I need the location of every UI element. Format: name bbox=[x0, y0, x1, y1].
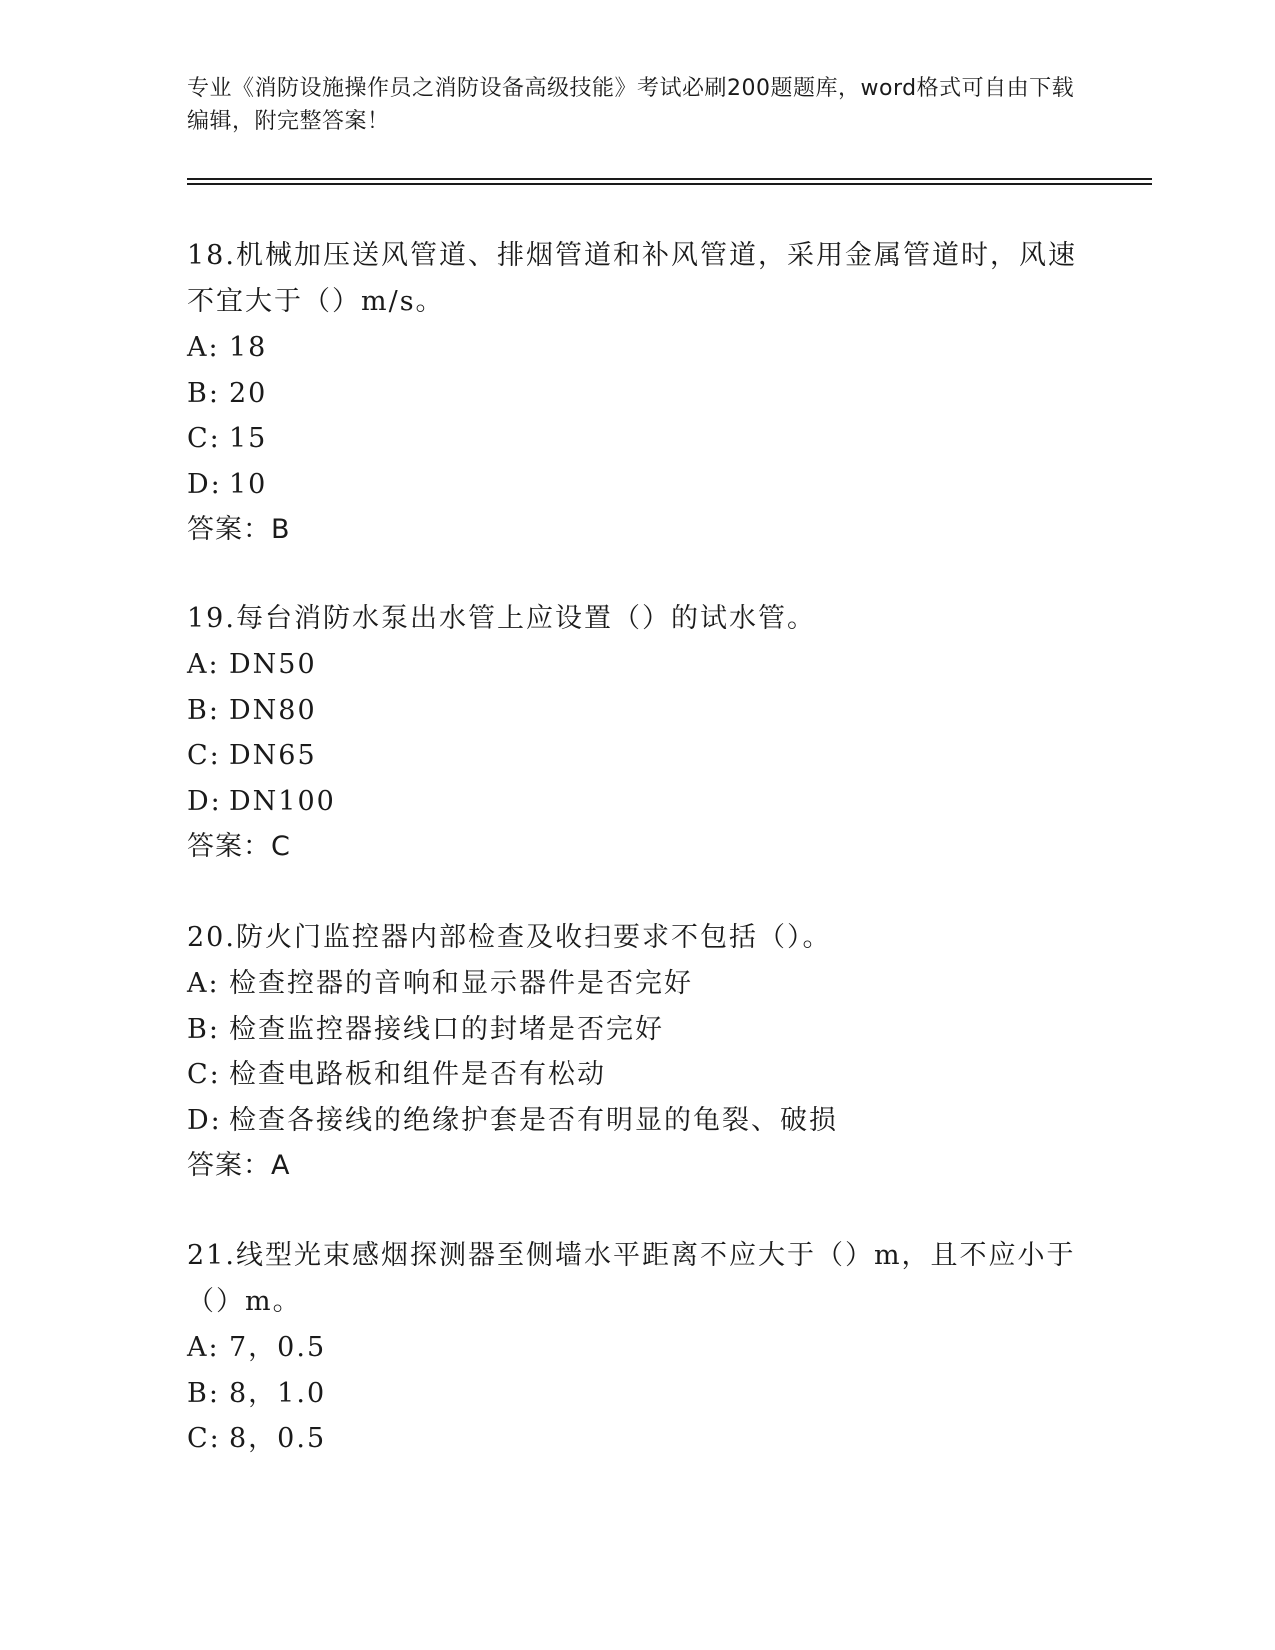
option-b bbox=[187, 371, 1087, 417]
option-c bbox=[187, 416, 1087, 462]
option-letter: C: bbox=[187, 1423, 221, 1454]
option-letter: A: bbox=[187, 1332, 220, 1363]
question-19 bbox=[187, 596, 1087, 869]
option-a bbox=[187, 642, 1087, 688]
option-text: 8，1.0 bbox=[229, 1377, 327, 1409]
option-text: DN65 bbox=[229, 740, 317, 771]
option-letter: B: bbox=[187, 1013, 220, 1045]
option-c bbox=[187, 1416, 1087, 1462]
question-stem: 21.线型光束感烟探测器至侧墙水平距离不应大于（）m，且不应小于（）m。 bbox=[187, 1240, 1076, 1317]
option-text: DN80 bbox=[229, 694, 317, 726]
option-a bbox=[187, 325, 1087, 371]
option-letter: D: bbox=[187, 468, 222, 500]
option-d bbox=[187, 462, 1087, 508]
option-letter: D: bbox=[187, 1104, 222, 1136]
document-header: 专业《消防设施操作员之消防设备高级技能》考试必刷200题题库，word格式可自由下载编辑，附完整答案！ bbox=[187, 76, 1075, 134]
option-text: 检查监控器接线口的封堵是否完好 bbox=[229, 1013, 664, 1045]
option-letter: B: bbox=[187, 377, 220, 409]
option-letter: D: bbox=[187, 785, 222, 817]
answer: 答案：C bbox=[187, 831, 291, 862]
answer: 答案：B bbox=[187, 514, 291, 545]
option-b bbox=[187, 1007, 1087, 1053]
option-c bbox=[187, 733, 1087, 779]
option-text: DN100 bbox=[229, 785, 336, 817]
option-d bbox=[187, 779, 1087, 825]
option-text: 检查各接线的绝缘护套是否有明显的龟裂、破损 bbox=[229, 1104, 838, 1136]
option-text: 10 bbox=[229, 468, 268, 500]
option-letter: C: bbox=[187, 423, 221, 454]
option-letter: A: bbox=[187, 649, 220, 680]
question-21 bbox=[187, 1233, 1087, 1462]
option-letter: C: bbox=[187, 1059, 221, 1090]
option-text: 7，0.5 bbox=[229, 1332, 327, 1363]
option-a bbox=[187, 1325, 1087, 1371]
option-d bbox=[187, 1098, 1087, 1144]
option-letter: B: bbox=[187, 694, 220, 726]
option-b bbox=[187, 1371, 1087, 1417]
question-18 bbox=[187, 233, 1087, 552]
option-text: 15 bbox=[229, 423, 268, 454]
option-text: 20 bbox=[229, 377, 268, 409]
question-stem: 19.每台消防水泵出水管上应设置（）的试水管。 bbox=[187, 603, 816, 634]
option-text: 检查控器的音响和显示器件是否完好 bbox=[229, 968, 693, 999]
header-divider-bottom bbox=[187, 183, 1152, 185]
question-20 bbox=[187, 915, 1087, 1188]
option-letter: C: bbox=[187, 740, 221, 771]
header-divider-top bbox=[187, 178, 1152, 180]
question-stem: 20.防火门监控器内部检查及收扫要求不包括（）。 bbox=[187, 922, 832, 953]
option-text: DN50 bbox=[229, 649, 317, 680]
option-text: 8，0.5 bbox=[229, 1423, 327, 1454]
option-letter: B: bbox=[187, 1377, 220, 1409]
option-text: 18 bbox=[229, 332, 268, 363]
question-stem: 18.机械加压送风管道、排烟管道和补风管道，采用金属管道时，风速不宜大于（）m/s。 bbox=[187, 240, 1077, 317]
option-a bbox=[187, 961, 1087, 1007]
option-letter: A: bbox=[187, 332, 220, 363]
option-letter: A: bbox=[187, 968, 220, 999]
option-b bbox=[187, 688, 1087, 734]
option-text: 检查电路板和组件是否有松动 bbox=[229, 1059, 606, 1090]
option-c bbox=[187, 1052, 1087, 1098]
answer: 答案：A bbox=[187, 1150, 291, 1181]
